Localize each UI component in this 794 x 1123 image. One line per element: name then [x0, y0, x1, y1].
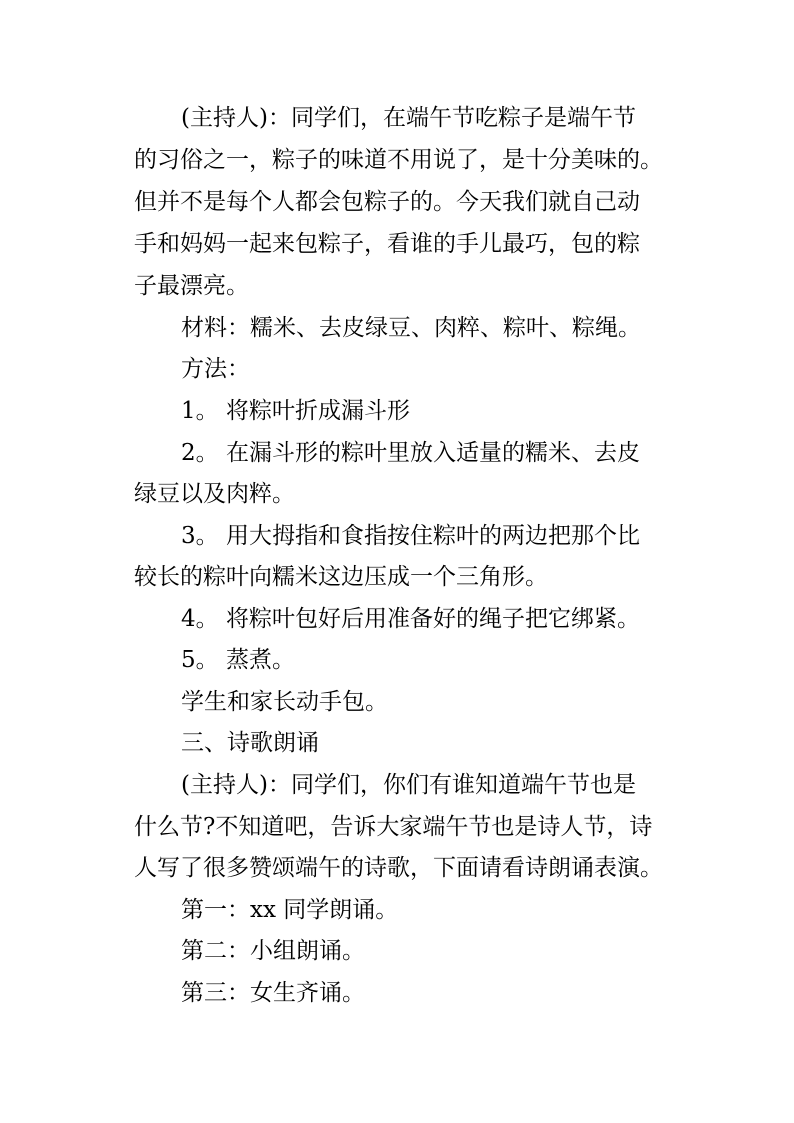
host-poetry-line-2: 什么节?不知道吧，告诉大家端午节也是诗人节，诗	[134, 814, 653, 840]
host-poetry-line-1: (主持人)：同学们，你们有谁知道端午节也是	[181, 772, 636, 798]
recitation-2: 第二：小组朗诵。	[181, 938, 365, 964]
step-3-line-2: 较长的粽叶向糯米这边压成一个三角形。	[134, 564, 548, 590]
host-intro-line-5: 子最漂亮。	[134, 273, 249, 299]
step-5: 5。 蒸煮。	[181, 647, 295, 673]
step-4: 4。 将粽叶包好后用准备好的绳子把它绑紧。	[181, 606, 640, 632]
recitation-1: 第一：xx 同学朗诵。	[181, 897, 399, 923]
step-3-line-1: 3。 用大拇指和食指按住粽叶的两边把那个比	[181, 523, 640, 549]
materials-line: 材料：糯米、去皮绿豆、肉粹、粽叶、粽绳。	[181, 315, 641, 341]
host-intro-line-2: 的习俗之一，粽子的味道不用说了，是十分美味的。	[134, 147, 663, 173]
step-2-line-1: 2。 在漏斗形的粽叶里放入适量的糯米、去皮	[181, 440, 640, 466]
host-poetry-line-3: 人写了很多赞颂端午的诗歌，下面请看诗朗诵表演。	[134, 855, 663, 881]
method-heading: 方法：	[181, 356, 250, 382]
host-intro-line-3: 但并不是每个人都会包粽子的。今天我们就自己动	[134, 189, 640, 215]
recitation-3: 第三：女生齐诵。	[181, 980, 365, 1006]
activity-line: 学生和家长动手包。	[181, 689, 388, 715]
section-three-heading: 三、诗歌朗诵	[181, 730, 319, 756]
host-intro-line-4: 手和妈妈一起来包粽子，看谁的手儿最巧，包的粽	[134, 231, 640, 257]
step-2-line-2: 绿豆以及肉粹。	[134, 481, 295, 507]
step-1: 1。 将粽叶折成漏斗形	[181, 398, 410, 424]
host-intro-line-1: (主持人)：同学们，在端午节吃粽子是端午节	[181, 105, 636, 131]
